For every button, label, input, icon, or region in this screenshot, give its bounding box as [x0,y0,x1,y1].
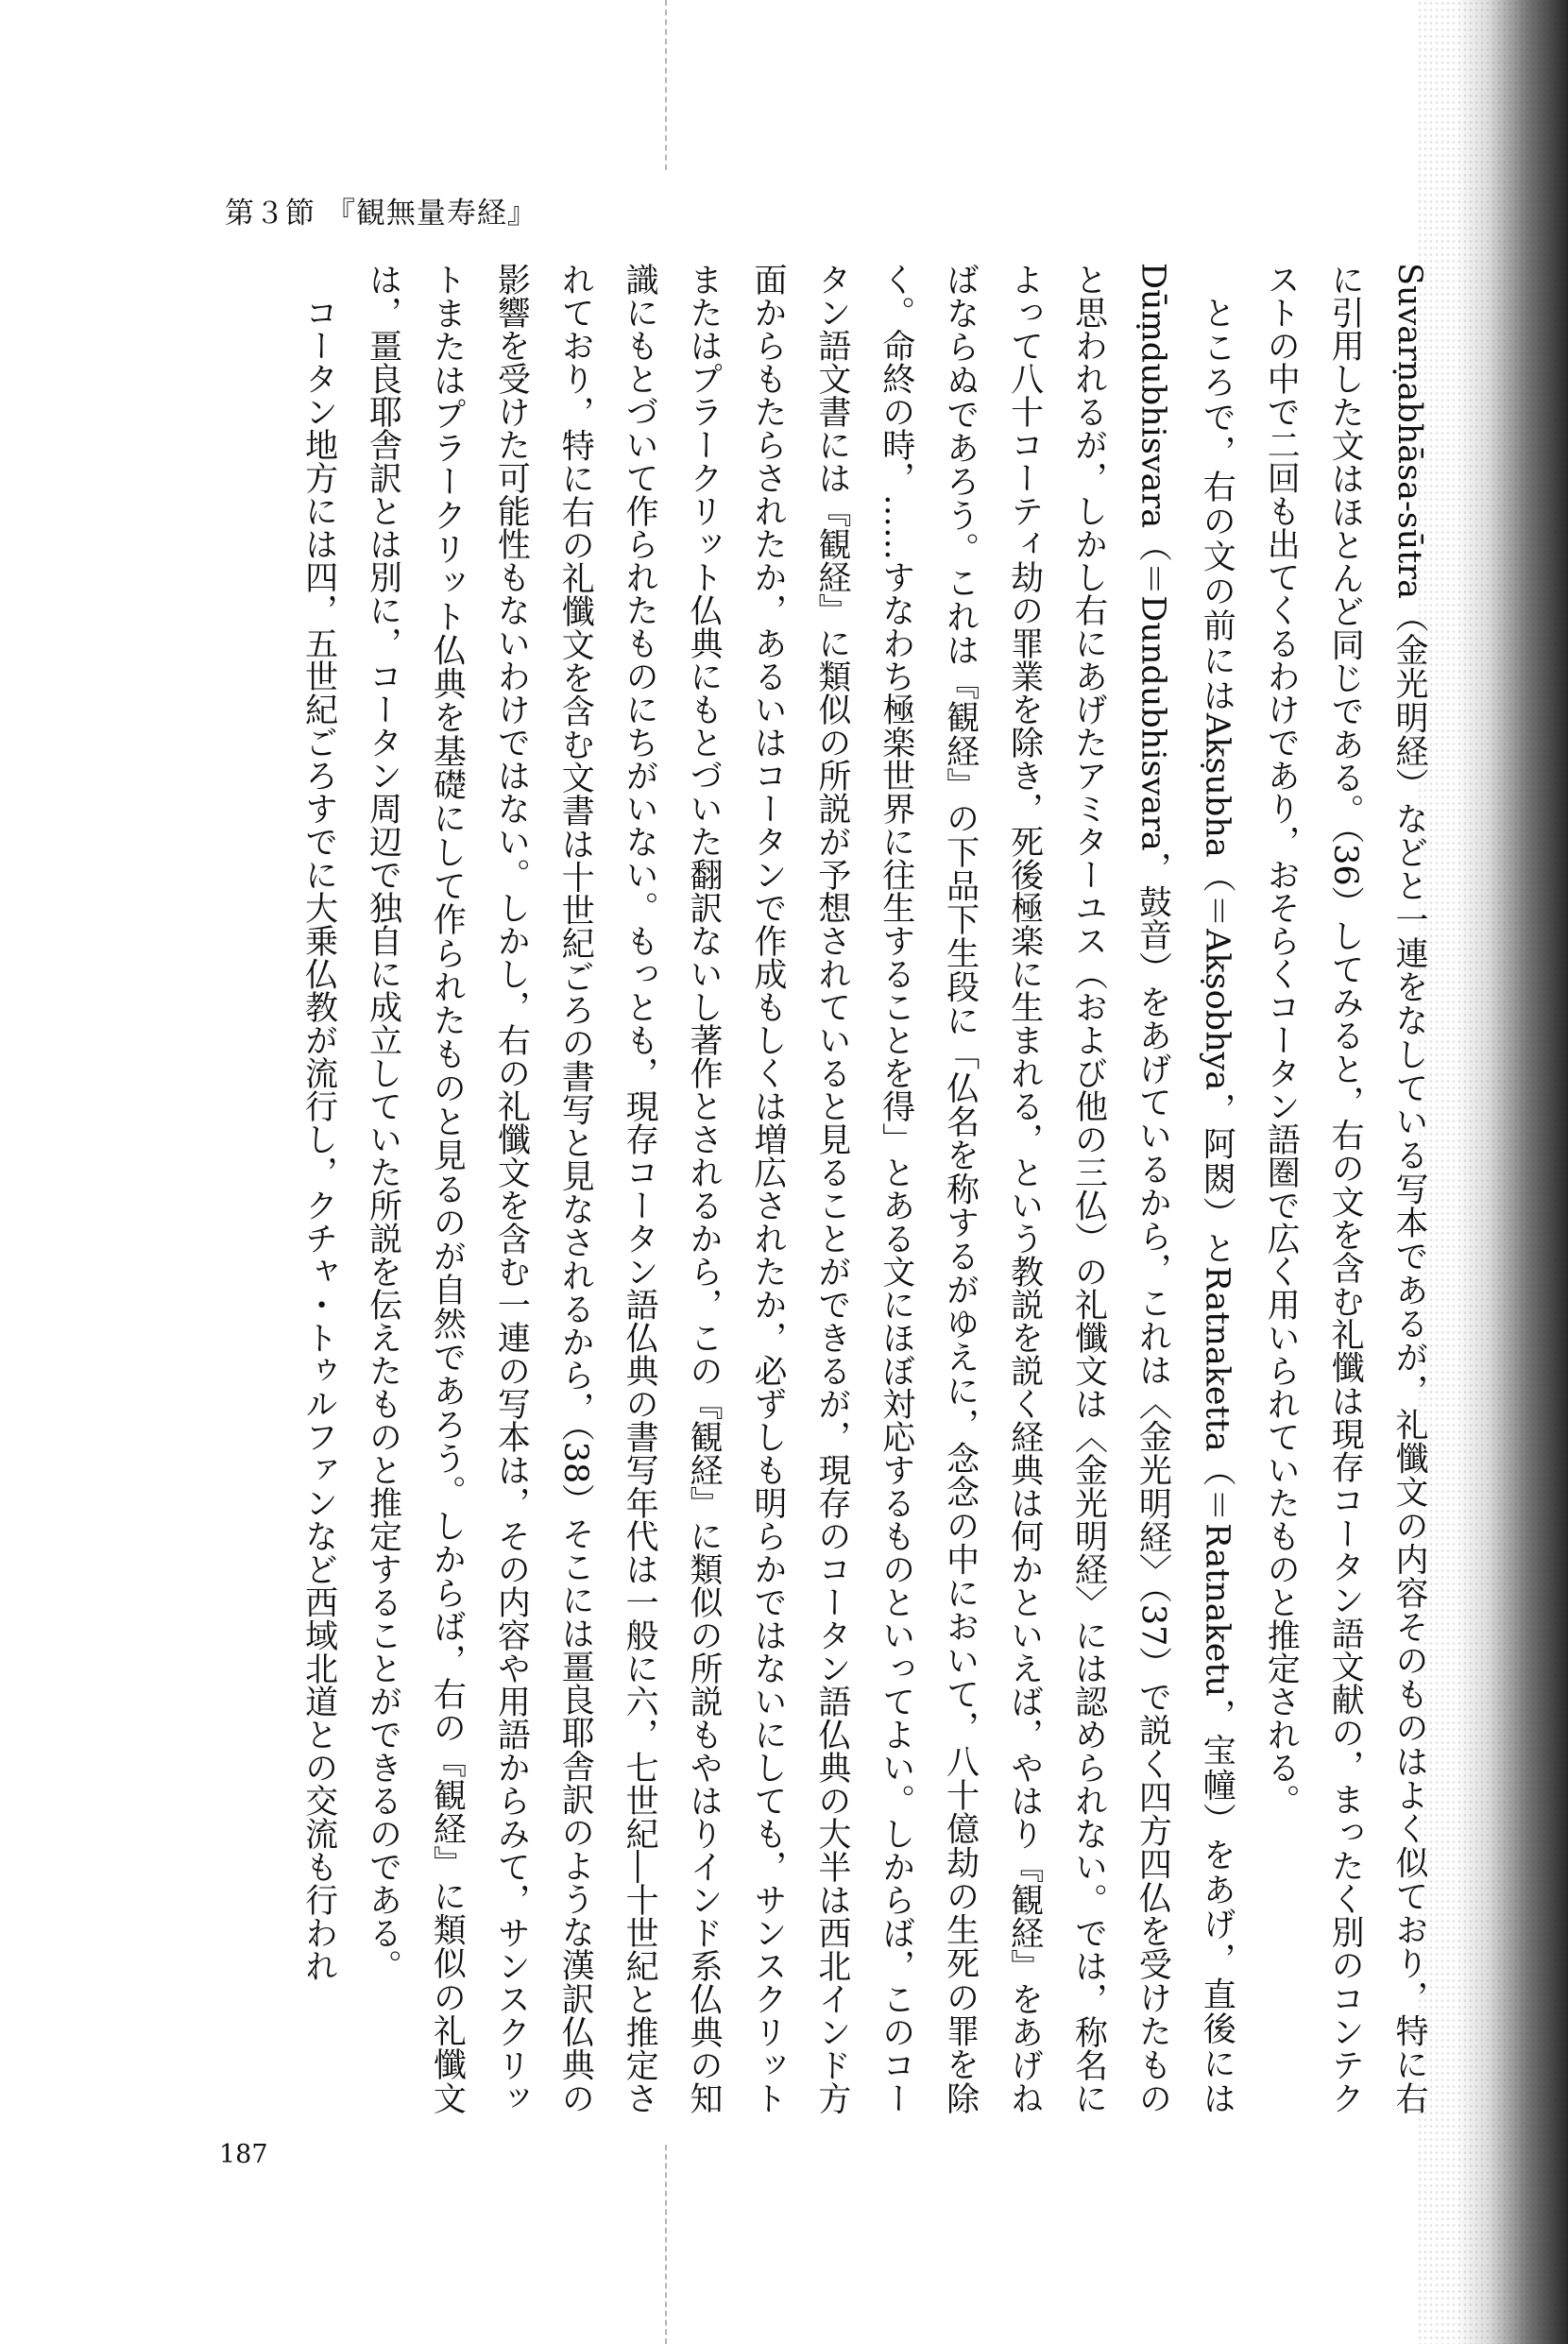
running-header: 第３節 『観無量寿経』 [225,197,537,231]
fold-line [665,0,667,170]
paragraph: ところで，右の文の前にはAkṣubha（＝Akṣobhya，阿閦）とRatnaketta（＝Ratnaketu，宝幢）をあげ，直後にはDūṃdubhisvara（＝Dundubhisvara，鼓音）をあげているから，これは〈金光明経〉（37）で説く四方四仏を受けたものと思われるが，しかし右にあげたアミターユス（および他の三仏）の礼懺文は〈金光明経〉には認められない。では，称名によって八十コーティ劫の罪業を除き，死後極楽に生まれる，という教説を説く経典は何かといえば，やはり『観経』をあげねばならぬであろう。これは『観経』の下品下生段に「仏名を称するがゆえに，念念の中において，八十億劫の生死の罪を除く。命終の時，……すなわち極楽世界に往生することを得」とある文にほぼ対応するものといってよい。しからば，このコータン語文書には『観経』に類似の所説が予想されていると見ることができるが，現存のコータン語仏典の大半は西北インド方面からもたらされたか，あるいはコータンで作成もしくは増広されたか，必ずしも明らかではないにしても，サンスクリットまたはプラークリット仏典にもとづいた翻訳ないし著作とされるから，この『観経』に類似の所説もやはりインド系仏典の知識にもとづいて作られたものにちがいない。もっとも，現存コータン語仏典の書写年代は一般に六，七世紀―十世紀と推定されており，特に右の礼懺文を含む文書は十世紀ごろの書写と見なされるから，（38）そこには畺良耶舎訳のような漢訳仏典の影響を受けた可能性もないわけではない。しかし，右の礼懺文を含む一連の写本は，その内容や用語からみて，サンスクリットまたはプラークリット仏典を基礎にして作られたものと見るのが自然であろう。しからば，右の『観経』に類似の礼懺文は，畺良耶舎訳とは別に，コータン周辺で独自に成立していた所説を伝えたものと推定することができるのである。 [364,263,1236,2115]
page-number: 187 [219,2140,268,2169]
fold-line [665,2145,667,2344]
body-text [241,263,1440,2114]
paragraph: Suvarṇabhāsa-sūtra（金光明経）などと一連をなしている写本であるが，礼懺文の内容そのものはよく似ており，特に右に引用した文はほとんど同じである。（36）してみると，右の文を含む礼懺は現存コータン語文献の，まったく別のコンテクストの中で二回も出てくるわけであり，おそらくコータン語圏で広く用いられていたものと推定される。 [1262,263,1428,2114]
paragraph: コータン地方には四，五世紀ごろすでに大乗仏教が流行し，クチャ・トゥルファンなど西域北道との交流も行われ [299,296,338,1982]
scan-gutter-shadow [1455,0,1568,2344]
